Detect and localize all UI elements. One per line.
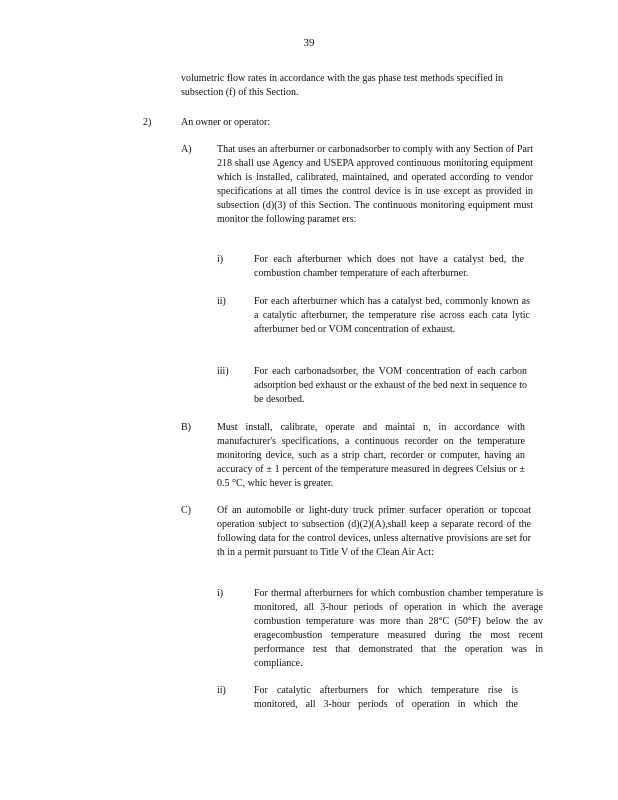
item-2B-marker: B) xyxy=(181,422,191,433)
item-2B-text: Must install, calibrate, operate and maintai n, in accordance with manufacturer's specifications, a continuous recorder on the temperature monitoring device, such as a strip chart, recorder or computer, having an accuracy of ± 1 percent of the temperature measured in degrees Celsius or ± 0.5 °C, whic hever is greater. xyxy=(217,422,525,489)
item-2A-i-marker: i) xyxy=(217,254,224,265)
item-2A-iii-text: For each carbonadsorber, the VOM concentration of each carbon adsorption bed exhaust or the exhaust of the bed next in sequence to be desorbed. xyxy=(254,366,527,405)
item-2C-ii-marker: ii) xyxy=(217,685,226,696)
item-2A-ii-marker: ii) xyxy=(217,296,226,307)
continuation-paragraph: volumetric flow rates in accordance with the gas phase test methods specified in subsection (f) of this Section. xyxy=(181,73,503,98)
item-2A-i-text: For each afterburner which does not have a catalyst bed, the combustion chamber temperature of each afterburner. xyxy=(254,254,524,279)
item-2A-text: That uses an afterburner or carbonadsorber to comply with any Section of Part 218 shall use Agency and USEPA approved continuous monitoring equipment which is installed, calibrated, maintained, and operated according to vendor specifications at all times the control device is in use except as provided in subsection (d)(3) of this Section. The continuous monitoring equipment must monitor the following paramet ers: xyxy=(217,144,533,225)
item-2-marker: 2) xyxy=(143,117,152,128)
item-2C-text: Of an automobile or light-duty truck primer surfacer operation or topcoat operation subject to subsection (d)(2)(A),shall keep a separate record of the following data for the control devices, unless alternative provisions are set for th in a permit pursuant to Title V of the Clean Air Act: xyxy=(217,505,531,558)
page-number: 39 xyxy=(303,37,315,49)
item-2C-i-marker: i) xyxy=(217,588,224,599)
item-2A-ii-text: For each afterburner which has a catalyst bed, commonly known as a catalytic afterburner, the temperature rise across each cata lytic afterburner bed or VOM concentration of exhaust. xyxy=(254,296,530,335)
item-2C-i-text: For thermal afterburners for which combustion chamber temperature is monitored, all 3-hour periods of operation in which the average combustion temperature was more than 28°C (50°F) below the av eragecombustion temperature measured during the most recent performance test that demonstrated that the operation was in compliance. xyxy=(254,588,543,669)
item-2C-marker: C) xyxy=(181,505,191,516)
item-2C-ii-text: For catalytic afterburners for which temperature rise is monitored, all 3-hour periods of operation in which the xyxy=(254,685,518,710)
item-2-text: An owner or operator: xyxy=(181,117,271,128)
item-2A-iii-marker: iii) xyxy=(217,366,229,377)
item-2A-marker: A) xyxy=(181,144,192,155)
